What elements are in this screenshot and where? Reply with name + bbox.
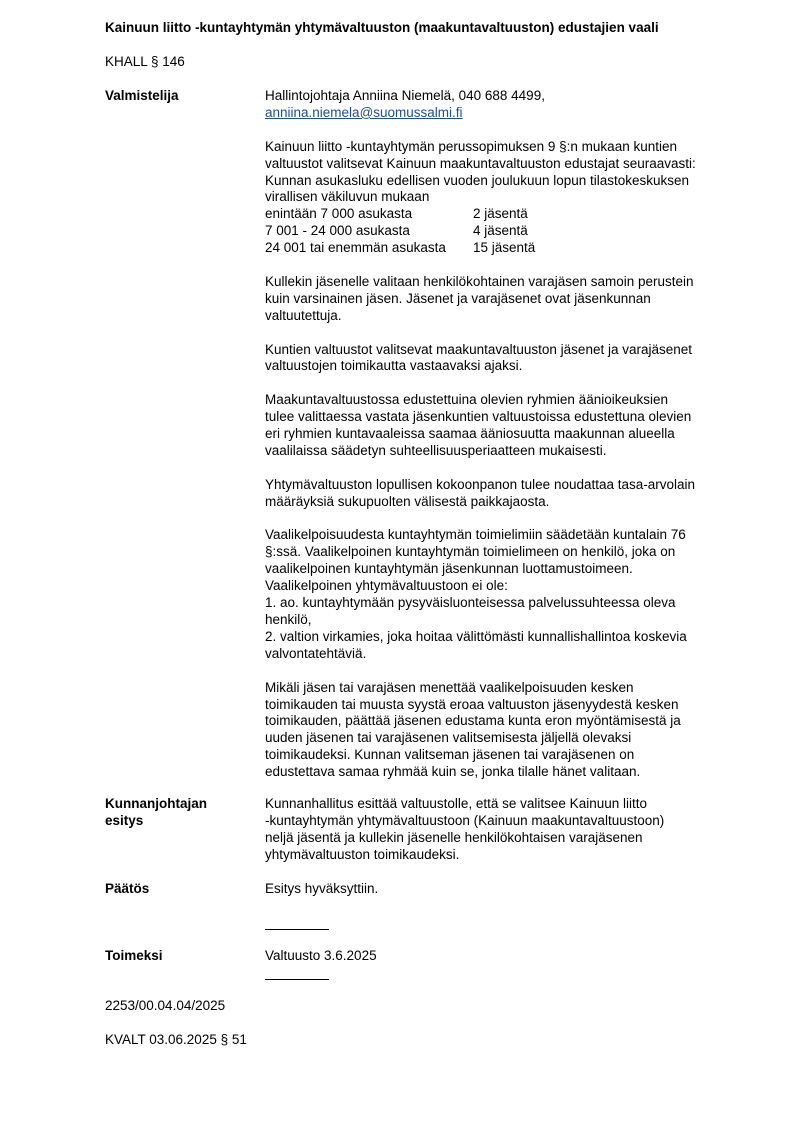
- population-range: enintään 7 000 asukasta: [265, 206, 413, 222]
- text-line: -kuntayhtymän yhtymävaltuustoon (Kainuun maakuntavaltuustoon): [265, 812, 665, 828]
- text-line: vaalilaissa säädetyn suhteellisuusperiaatteen mukaisesti.: [265, 442, 607, 458]
- text-line: yhtymävaltuuston toimikaudeksi.: [265, 846, 460, 862]
- text-line: Maakuntavaltuustossa edustettuina olevien ryhmien äänioikeuksien: [265, 392, 668, 408]
- text-line: Kullekin jäsenelle valitaan henkilökohtainen varajäsen samoin perustein: [265, 273, 694, 289]
- member-count: 4 jäsentä: [473, 223, 528, 239]
- paatos-text: Esitys hyväksyttiin.: [265, 881, 379, 896]
- text-line: henkilö,: [265, 612, 312, 627]
- paragraph-1: [265, 139, 735, 257]
- text-line: Kuntien valtuustot valitsevat maakuntavaltuuston jäsenet ja varajäsenet: [265, 341, 693, 357]
- toimeksi-text: Valtuusto 3.6.2025: [265, 948, 377, 963]
- paragraph-5: [265, 477, 735, 511]
- label-line: Kunnanjohtajan: [105, 796, 207, 811]
- table-row: [265, 223, 535, 240]
- text-line: Kunnan asukasluku edellisen vuoden joulukuun lopun tilastokeskuksen: [265, 172, 690, 188]
- label-line: esitys: [105, 812, 144, 828]
- text-line: uuden jäsenen tai varajäsenen valitsemisesta jäljellä olevaksi: [265, 730, 632, 746]
- paragraph-4: [265, 392, 735, 460]
- text-line: 1. ao. kuntayhtymään pysyväisluonteisessa palvelussuhteessa oleva: [265, 595, 676, 611]
- toimeksi-label: Toimeksi: [105, 948, 163, 963]
- text-line: tulee valittaessa vastata jäsenkuntien valtuustoissa edustettuna olevien: [265, 409, 692, 425]
- population-range: 24 001 tai enemmän asukasta: [265, 240, 446, 256]
- text-line: toimikauden tai muusta syystä eroaa valtuuston jäsenyydestä kesken: [265, 696, 679, 712]
- text-line: Kainuun liitto -kuntayhtymän perussopimuksen 9 §:n mukaan kuntien: [265, 138, 677, 154]
- text-line: valtuustojen toimikautta vastaavaksi ajaksi.: [265, 358, 523, 374]
- page-title: Kainuun liitto -kuntayhtymän yhtymävaltuuston (maakuntavaltuuston) edustajien vaali: [105, 20, 659, 35]
- text-line: määräyksiä sukupuolten välisestä paikkajaosta.: [265, 493, 550, 509]
- contact-paragraph: [265, 88, 735, 122]
- text-line: toimikauden, päättää jäsenen edustama kunta eron myöntämisestä ja: [265, 713, 681, 729]
- text-line: Yhtymävaltuuston lopullisen kokoonpanon tulee noudattaa tasa-arvolain: [265, 476, 696, 492]
- email-link[interactable]: anniina.niemela@suomussalmi.fi: [265, 104, 463, 120]
- text-line: kuin varsinainen jäsen. Jäsenet ja varajäsenet ovat jäsenkunnan: [265, 290, 651, 306]
- text-line: §:ssä. Vaalikelpoinen kuntayhtymän toimielimeen on henkilö, joka on: [265, 544, 676, 560]
- population-size-table: [265, 206, 535, 257]
- text-line: Mikäli jäsen tai varajäsen menettää vaalikelpoisuuden kesken: [265, 679, 634, 695]
- paatos-label: Päätös: [105, 881, 150, 896]
- text-line: eri ryhmien kuntavaaleissa saamaa ääniosuutta maakunnan alueella: [265, 426, 675, 442]
- text-line: 2. valtion virkamies, joka hoitaa välittömästi kunnallishallintoa koskevia: [265, 628, 687, 644]
- population-range: 7 001 - 24 000 asukasta: [265, 223, 410, 239]
- text-line: neljä jäsentä ja kullekin jäsenelle henkilökohtaisen varajäsenen: [265, 829, 643, 845]
- text-line: valtuutettuja.: [265, 307, 342, 323]
- kunnanjohtaja-body: [265, 796, 735, 864]
- text-line: vaalikelpoinen kuntayhtymän jäsenkunnan luottamustoimeen.: [265, 561, 633, 577]
- divider: [265, 979, 329, 980]
- kunnanjohtaja-label: [105, 796, 255, 830]
- divider: [265, 929, 329, 930]
- member-count: 2 jäsentä: [473, 206, 528, 222]
- text-line: Vaalikelpoisuudesta kuntayhtymän toimielimiin säädetään kuntalain 76: [265, 527, 686, 543]
- table-row: [265, 206, 535, 223]
- paragraph-7: [265, 680, 735, 781]
- kvalt-reference: KVALT 03.06.2025 § 51: [105, 1032, 247, 1047]
- paragraph-3: [265, 342, 735, 376]
- valmistelija-label: Valmistelija: [105, 88, 179, 103]
- text-line: edustettava samaa ryhmää kuin se, jonka tilalle hänet valitaan.: [265, 764, 641, 780]
- text-line: valtuustot valitsevat Kainuun maakuntavaltuuston edustajat seuraavasti:: [265, 155, 696, 171]
- paragraph-2: [265, 274, 735, 325]
- text-line: toimikaudeksi. Kunnan valitseman jäsenen tai varajäsenen on: [265, 747, 635, 763]
- text-line: virallisen väkiluvun mukaan: [265, 189, 430, 205]
- paragraph-6: [265, 527, 735, 662]
- diary-number: 2253/00.04.04/2025: [105, 998, 226, 1013]
- contact-line: Hallintojohtaja Anniina Niemelä, 040 688 4499,: [265, 88, 545, 103]
- valmistelija-body: [265, 88, 735, 781]
- table-row: [265, 240, 535, 257]
- member-count: 15 jäsentä: [473, 240, 536, 256]
- khall-reference: KHALL § 146: [105, 54, 185, 69]
- text-line: valvontatehtäviä.: [265, 645, 367, 661]
- text-line: Vaalikelpoinen yhtymävaltuustoon ei ole:: [265, 578, 508, 594]
- text-line: Kunnanhallitus esittää valtuustolle, että se valitsee Kainuun liitto: [265, 796, 647, 811]
